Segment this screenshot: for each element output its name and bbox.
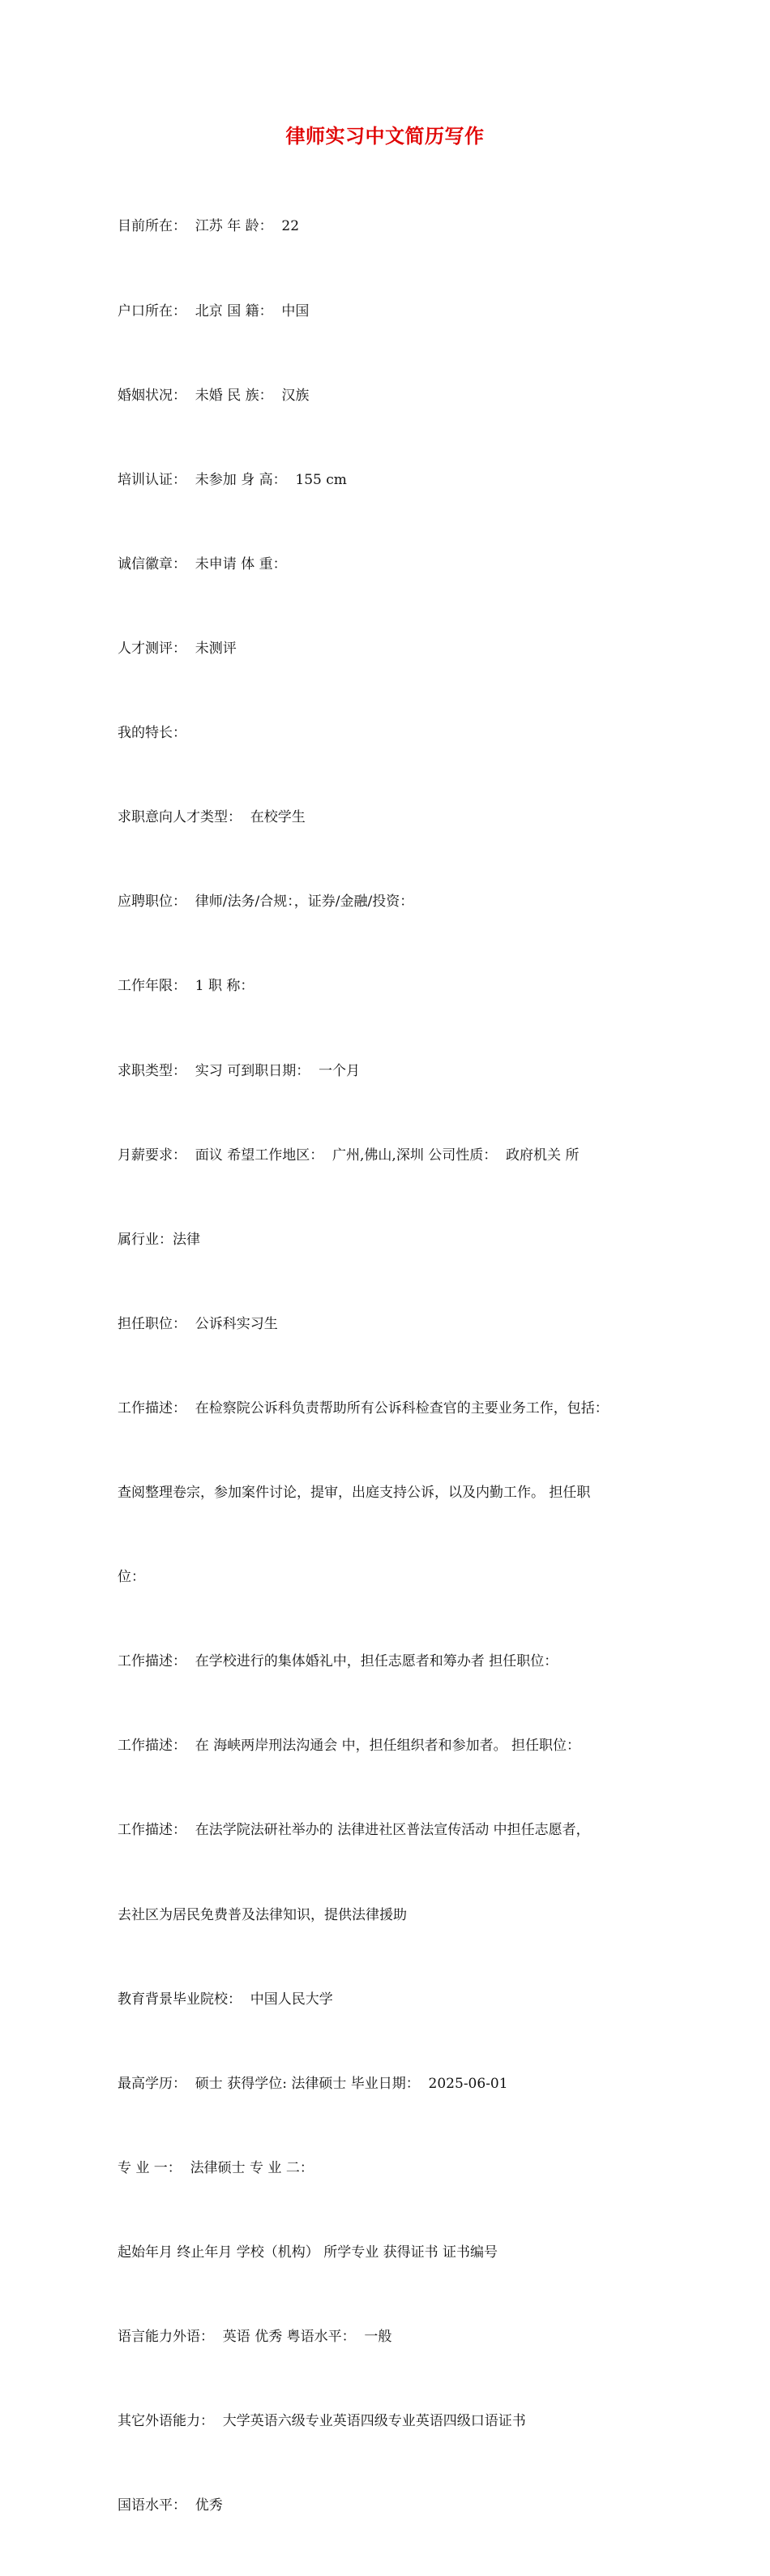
line-highest-degree: 最高学历： 硕士 获得学位: 法律硕士 毕业日期： 2025-06-01 xyxy=(118,2075,508,2092)
line-work-years: 工作年限： 1 职 称： xyxy=(118,978,255,995)
line-major: 专 业 一： 法律硕士 专 业 二： xyxy=(118,2159,314,2176)
line-training: 培训认证： 未参加 身 高： 155 cm xyxy=(118,471,347,488)
line-job-type: 求职类型： 实习 可到职日期： 一个月 xyxy=(118,1062,361,1079)
line-mandarin: 国语水平： 优秀 xyxy=(118,2497,223,2514)
line-work-desc-4-cont: 去社区为居民免费普及法律知识，提供法律援助 xyxy=(118,1906,407,1923)
line-work-desc-2: 工作描述： 在学校进行的集体婚礼中，担任志愿者和筹办者 担任职位： xyxy=(118,1653,558,1670)
line-education-header: 起始年月 终止年月 学校（机构） 所学专业 获得证书 证书编号 xyxy=(118,2244,498,2261)
line-education-school: 教育背景毕业院校： 中国人民大学 xyxy=(118,1991,333,2008)
line-other-language: 其它外语能力： 大学英语六级专业英语四级专业英语四级口语证书 xyxy=(118,2413,526,2430)
line-credit-badge: 诚信徽章： 未申请 体 重： xyxy=(118,555,287,572)
line-work-desc-1: 工作描述： 在检察院公诉科负责帮助所有公诉科检查官的主要业务工作，包括： xyxy=(118,1399,609,1417)
line-marital: 婚姻状况： 未婚 民 族： 汉族 xyxy=(118,387,310,404)
line-work-desc-1-end: 位： xyxy=(118,1569,145,1586)
line-industry: 属行业：法律 xyxy=(118,1231,200,1248)
line-job-intent-type: 求职意向人才类型： 在校学生 xyxy=(118,809,306,826)
line-talent-test: 人才测评： 未测评 xyxy=(118,640,237,657)
line-hukou: 户口所在： 北京 国 籍： 中国 xyxy=(118,302,310,319)
line-work-desc-3: 工作描述： 在 海峡两岸刑法沟通会 中，担任组织者和参加者。 担任职位： xyxy=(118,1738,581,1755)
line-applied-position: 应聘职位： 律师/法务/合规：，证券/金融/投资： xyxy=(118,894,414,911)
line-location: 目前所在： 江苏 年 龄： 22 xyxy=(118,218,300,235)
line-position-held: 担任职位： 公诉科实习生 xyxy=(118,1315,278,1332)
line-work-desc-1-cont: 查阅整理卷宗，参加案件讨论，提审，出庭支持公诉，以及内勤工作。 担任职 xyxy=(118,1485,591,1502)
line-language-foreign: 语言能力外语： 英语 优秀 粤语水平： 一般 xyxy=(118,2329,392,2346)
resume-body xyxy=(118,156,661,2576)
line-salary: 月薪要求： 面议 希望工作地区： 广州,佛山,深圳 公司性质： 政府机关 所 xyxy=(118,1147,580,1164)
line-work-desc-4: 工作描述： 在法学院法研社举办的 法律进社区普法宣传活动 中担任志愿者， xyxy=(118,1822,590,1839)
document-title: 律师实习中文简历写作 xyxy=(285,125,485,148)
line-specialty: 我的特长： xyxy=(118,725,186,742)
